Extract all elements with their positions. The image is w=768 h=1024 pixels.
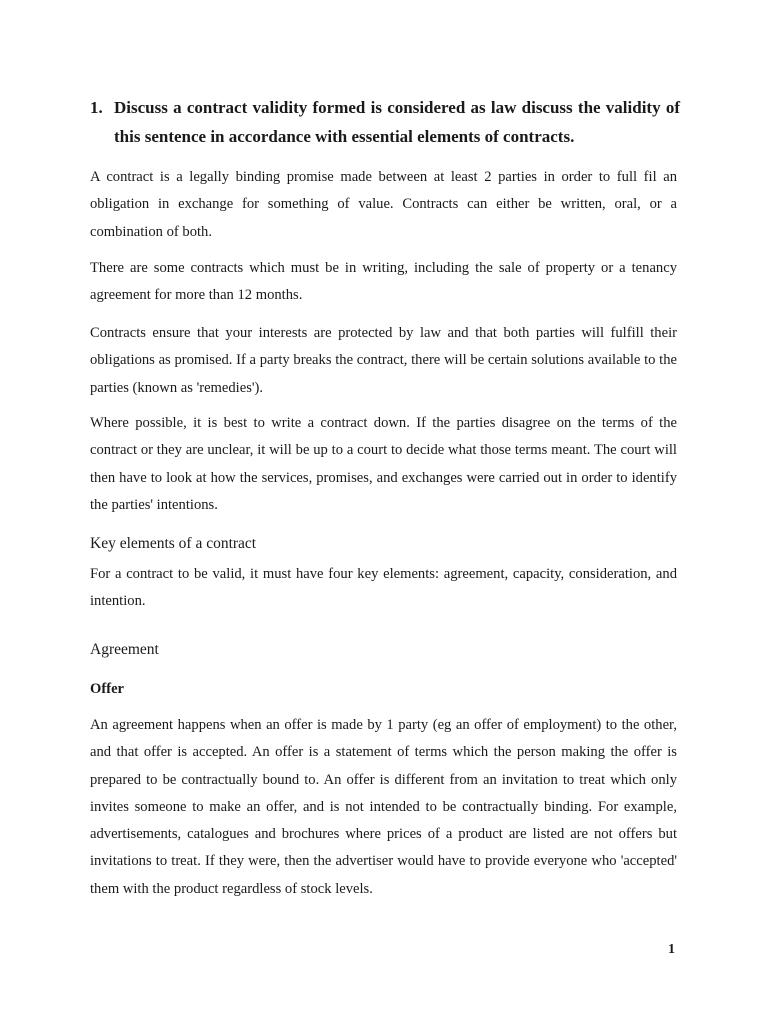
question-number: 1. bbox=[90, 98, 103, 117]
question-text: Discuss a contract validity formed is considered as law discuss the validity of this sentence in accordance with essential elements of contracts. bbox=[114, 98, 680, 146]
paragraph-contract-definition: A contract is a legally binding promise made between at least 2 parties in order to full fil an obligation in exchange for something of value. Contracts can either be written, oral, or a combination of both. bbox=[90, 169, 677, 240]
paragraph-written-contracts: There are some contracts which must be in writing, including the sale of property or a tenancy agreement for more than 12 months. bbox=[90, 260, 677, 304]
agreement-heading: Agreement bbox=[90, 641, 159, 658]
key-elements-heading: Key elements of a contract bbox=[90, 535, 257, 552]
offer-label: Offer bbox=[90, 681, 125, 697]
paragraph-key-elements: For a contract to be valid, it must have four key elements: agreement, capacity, consideration, and intention. bbox=[90, 566, 677, 610]
question-heading bbox=[90, 93, 680, 151]
paragraph-contract-protection: Contracts ensure that your interests are protected by law and that both parties will fulfill their obligations as promised. If a party breaks the contract, there will be certain solutions available to the parties (known as 'remedies'). bbox=[90, 325, 677, 396]
paragraph-agreement-offer: An agreement happens when an offer is made by 1 party (eg an offer of employment) to the other, and that offer is accepted. An offer is a statement of terms which the person making the offer is prepared to be contractually bound to. An offer is different from an invitation to treat which only invites someone to make an offer, and is not intended to be contractually binding. For example, advertisements, catalogues and brochures where prices of a product are listed are not offers but invitations to treat. If they were, then the advertiser would have to provide everyone who 'accepted' them with the product regardless of stock levels. bbox=[90, 717, 677, 897]
page-number: 1 bbox=[668, 942, 675, 957]
paragraph-write-contract-down: Where possible, it is best to write a contract down. If the parties disagree on the terms of the contract or they are unclear, it will be up to a court to decide what those terms meant. The court will then have to look at how the services, promises, and exchanges were carried out in order to identify the parties' intentions. bbox=[90, 415, 677, 513]
